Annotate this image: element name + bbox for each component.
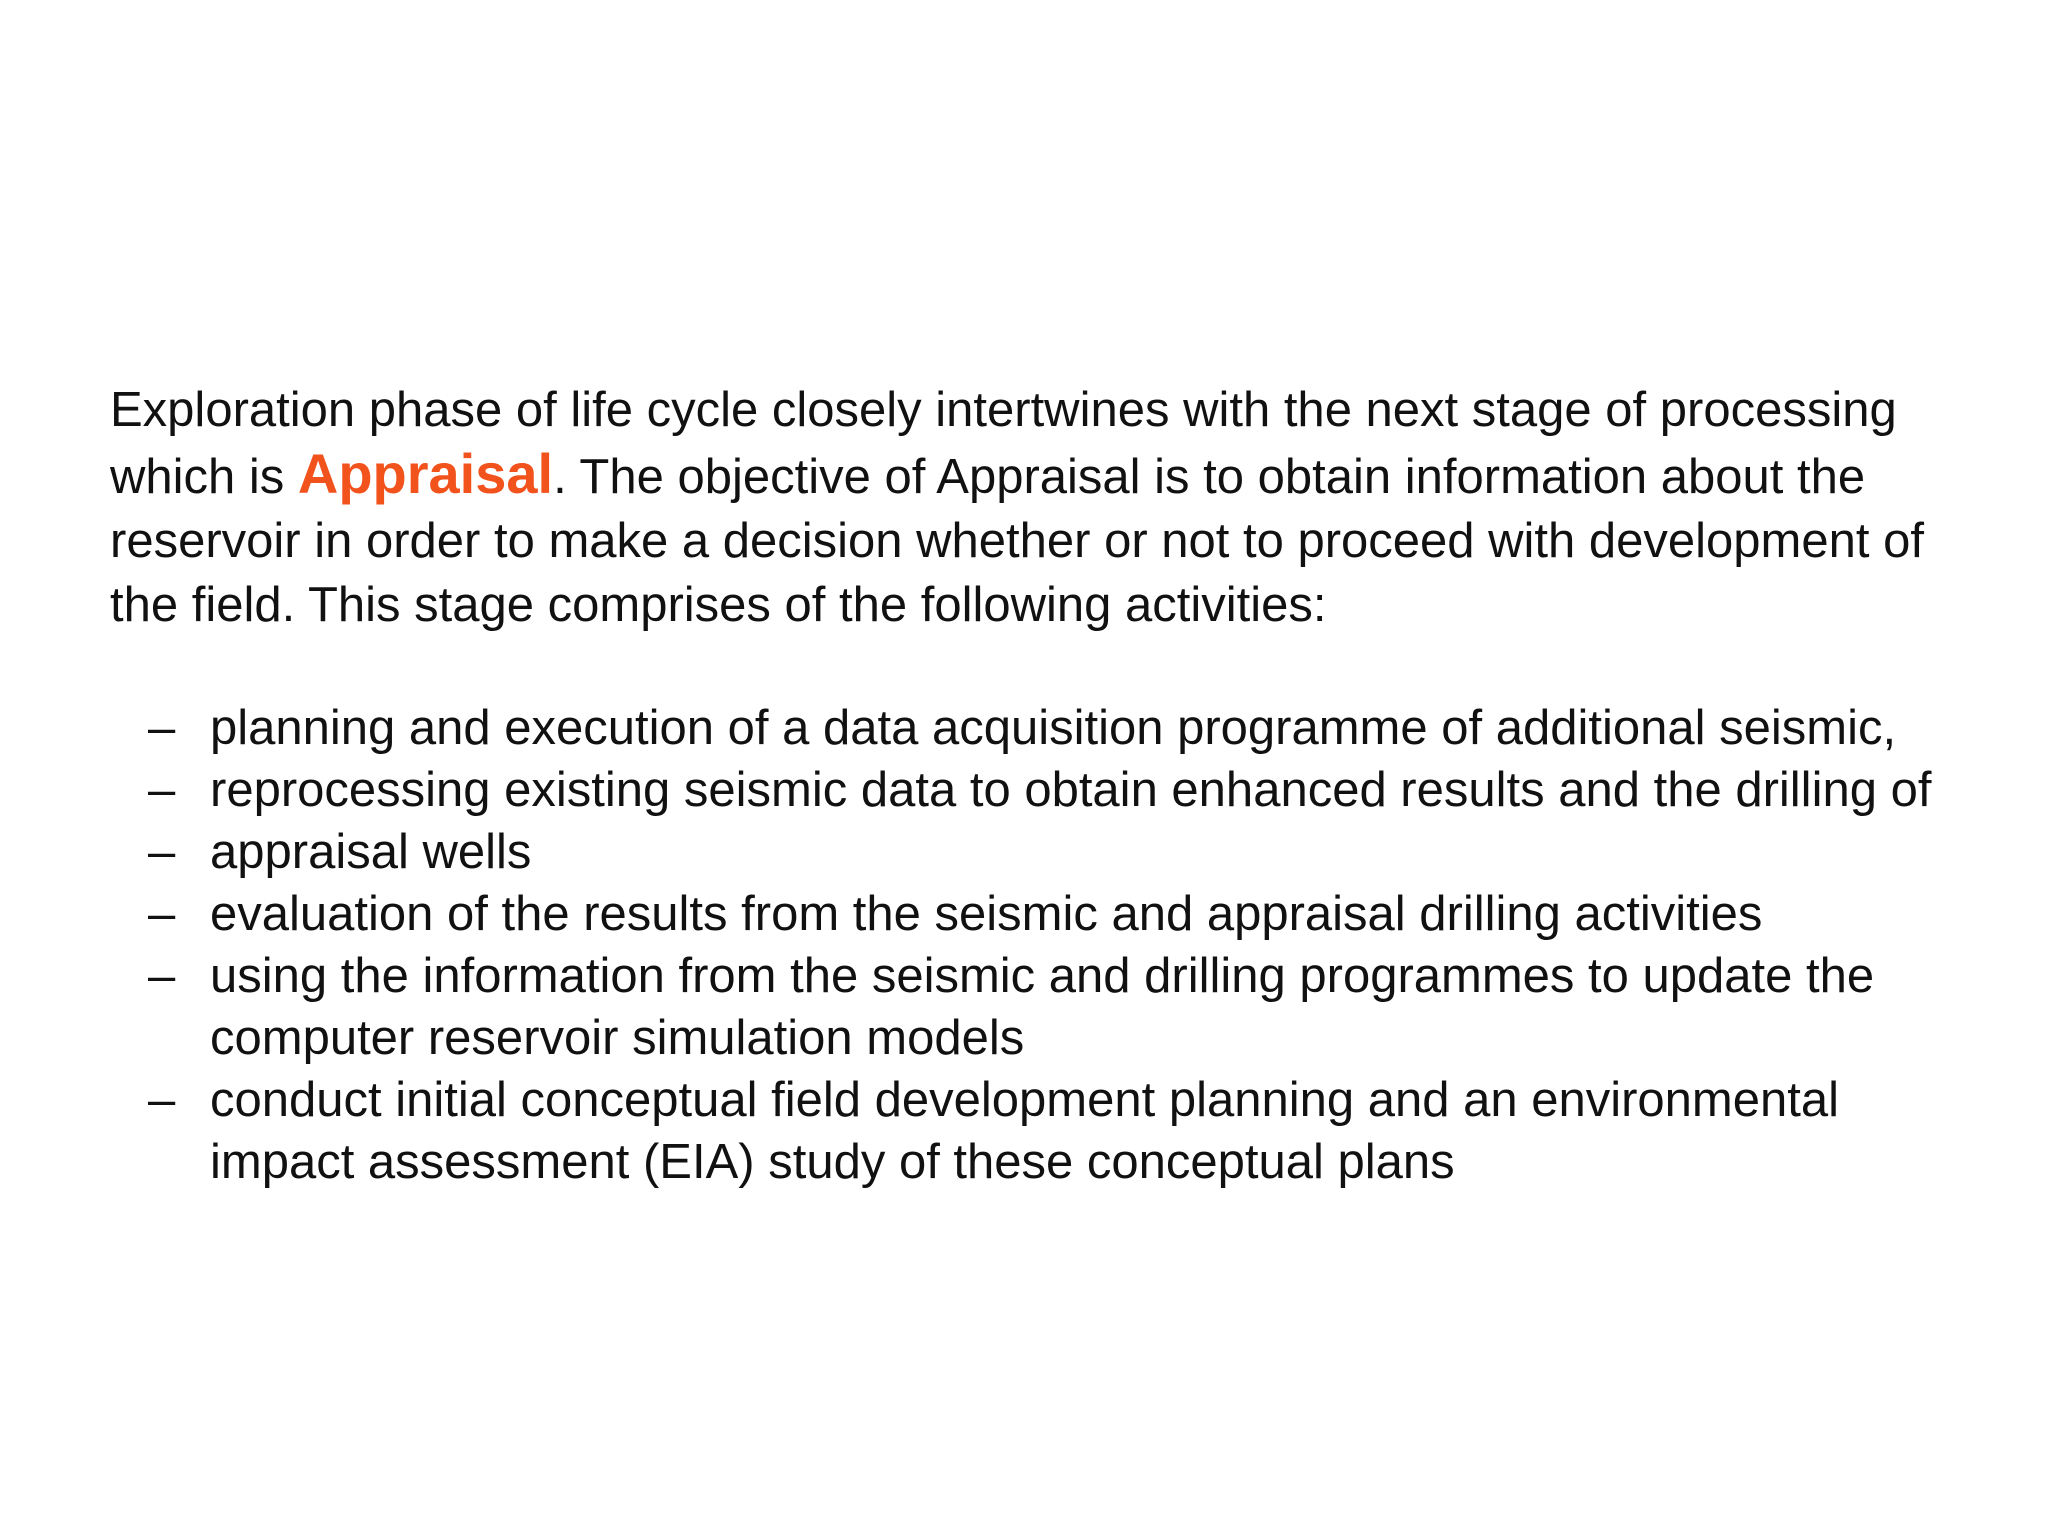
list-item [110,883,1970,945]
list-item-text: planning and execution of a data acquisition programme of additional seismic, [210,701,1897,755]
intro-text-start: Exploration phase of life cycle closely intertwines with the next stage of processing which is [110,383,1897,504]
appraisal-highlight: Appraisal [297,442,554,505]
dash-bullet-icon: – [148,763,176,817]
list-item [110,1069,1970,1193]
dash-bullet-icon: – [148,1073,176,1127]
dash-bullet-icon: – [148,701,176,755]
intro-text-end: . The objective of Appraisal is to obtain information about the reservoir in order to make a decision whether or not to proceed with development of the field. This stage comprises of the following activities: [110,450,1924,632]
intro-paragraph [110,378,1970,637]
list-item [110,945,1970,1069]
slide-content [110,378,1970,1193]
list-item-text: reprocessing existing seismic data to obtain enhanced results and the drilling of [210,763,1932,817]
list-item-text: using the information from the seismic and drilling programmes to update the computer reservoir simulation models [210,949,1875,1065]
list-item [110,697,1970,759]
dash-bullet-icon: – [148,949,176,1003]
list-item [110,821,1970,883]
dash-bullet-icon: – [148,825,176,879]
list-item-text: evaluation of the results from the seismic and appraisal drilling activities [210,887,1763,941]
dash-bullet-icon: – [148,887,176,941]
list-item-text: conduct initial conceptual field development planning and an environmental impact assessment (EIA) study of these conceptual plans [210,1073,1839,1189]
list-item-text: appraisal wells [210,825,532,879]
list-item [110,759,1970,821]
activities-list [110,697,1970,1193]
